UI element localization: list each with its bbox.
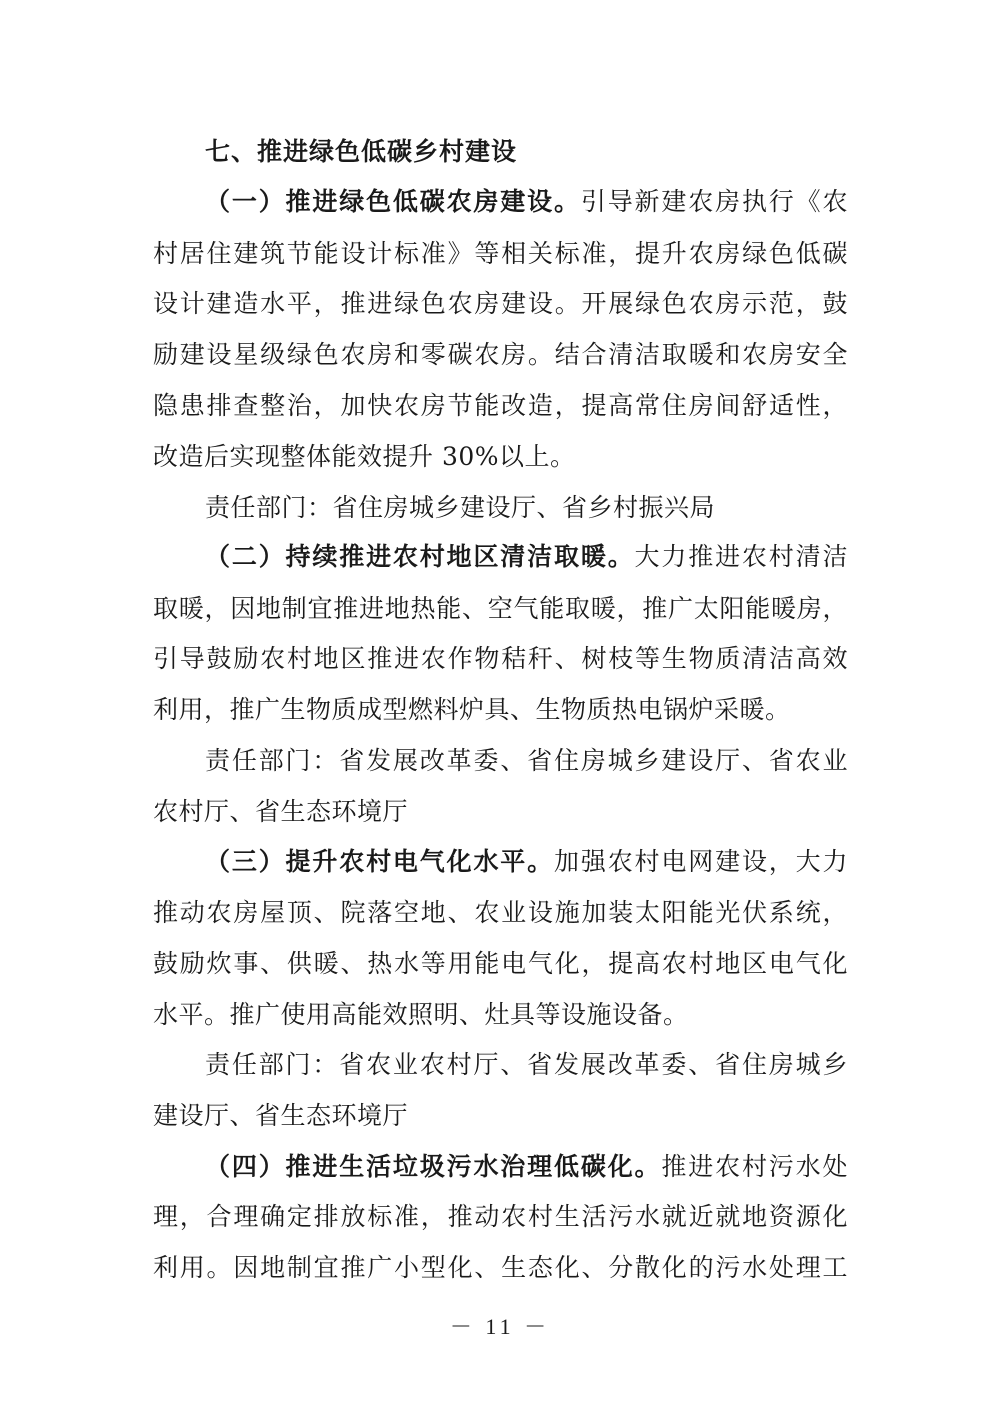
item-title: （三）提升农村电气化水平。 bbox=[205, 847, 555, 876]
item-text: 推进农村污水处 bbox=[661, 1152, 848, 1181]
paragraph-line: 利用。因地制宜推广小型化、生态化、分散化的污水处理工 bbox=[153, 1253, 848, 1282]
item-text: 加强农村电网建设，大力 bbox=[554, 847, 848, 876]
paragraph-line bbox=[205, 837, 848, 887]
paragraph-line bbox=[205, 532, 848, 582]
paragraph-line: 村居住建筑节能设计标准》等相关标准，提升农房绿色低碳 bbox=[153, 239, 848, 268]
responsible-departments: 责任部门：省住房城乡建设厅、省乡村振兴局 bbox=[205, 493, 716, 522]
paragraph-line bbox=[205, 1142, 848, 1192]
paragraph-line: 理，合理确定排放标准，推动农村生活污水就近就地资源化 bbox=[153, 1202, 848, 1231]
item-title: （一）推进绿色低碳农房建设。 bbox=[205, 187, 581, 216]
paragraph-line: 推动农房屋顶、院落空地、农业设施加装太阳能光伏系统， bbox=[153, 898, 848, 927]
paragraph-line: 设计建造水平，推进绿色农房建设。开展绿色农房示范，鼓 bbox=[153, 289, 848, 318]
paragraph-line: 隐患排查整治，加快农房节能改造，提高常住房间舒适性， bbox=[153, 391, 848, 420]
item-title: （二）持续推进农村地区清洁取暖。 bbox=[205, 542, 635, 571]
section-heading: 七、推进绿色低碳乡村建设 bbox=[205, 137, 518, 166]
paragraph-line: 水平。推广使用高能效照明、灶具等设施设备。 bbox=[153, 1000, 689, 1029]
paragraph-line: 励建设星级绿色农房和零碳农房。结合清洁取暖和农房安全 bbox=[153, 340, 848, 369]
paragraph-line: 取暖，因地制宜推进地热能、空气能取暖，推广太阳能暖房， bbox=[153, 594, 848, 623]
paragraph-line: 引导鼓励农村地区推进农作物秸秆、树枝等生物质清洁高效 bbox=[153, 644, 848, 673]
item-text: 大力推进农村清洁 bbox=[634, 542, 848, 571]
responsible-departments: 责任部门：省发展改革委、省住房城乡建设厅、省农业 bbox=[205, 746, 848, 775]
responsible-departments: 责任部门：省农业农村厅、省发展改革委、省住房城乡 bbox=[205, 1050, 848, 1079]
paragraph-line: 利用，推广生物质成型燃料炉具、生物质热电锅炉采暖。 bbox=[153, 695, 791, 724]
item-title: （四）推进生活垃圾污水治理低碳化。 bbox=[205, 1152, 662, 1181]
paragraph-line: 鼓励炊事、供暖、热水等用能电气化，提高农村地区电气化 bbox=[153, 949, 848, 978]
responsible-departments: 农村厅、省生态环境厅 bbox=[153, 797, 409, 826]
responsible-departments: 建设厅、省生态环境厅 bbox=[153, 1101, 409, 1130]
paragraph-line: 改造后实现整体能效提升 30%以上。 bbox=[153, 442, 576, 471]
paragraph-line bbox=[205, 177, 848, 227]
item-text: 引导新建农房执行《农 bbox=[580, 187, 848, 216]
page-number: － 11 － bbox=[449, 1314, 551, 1339]
